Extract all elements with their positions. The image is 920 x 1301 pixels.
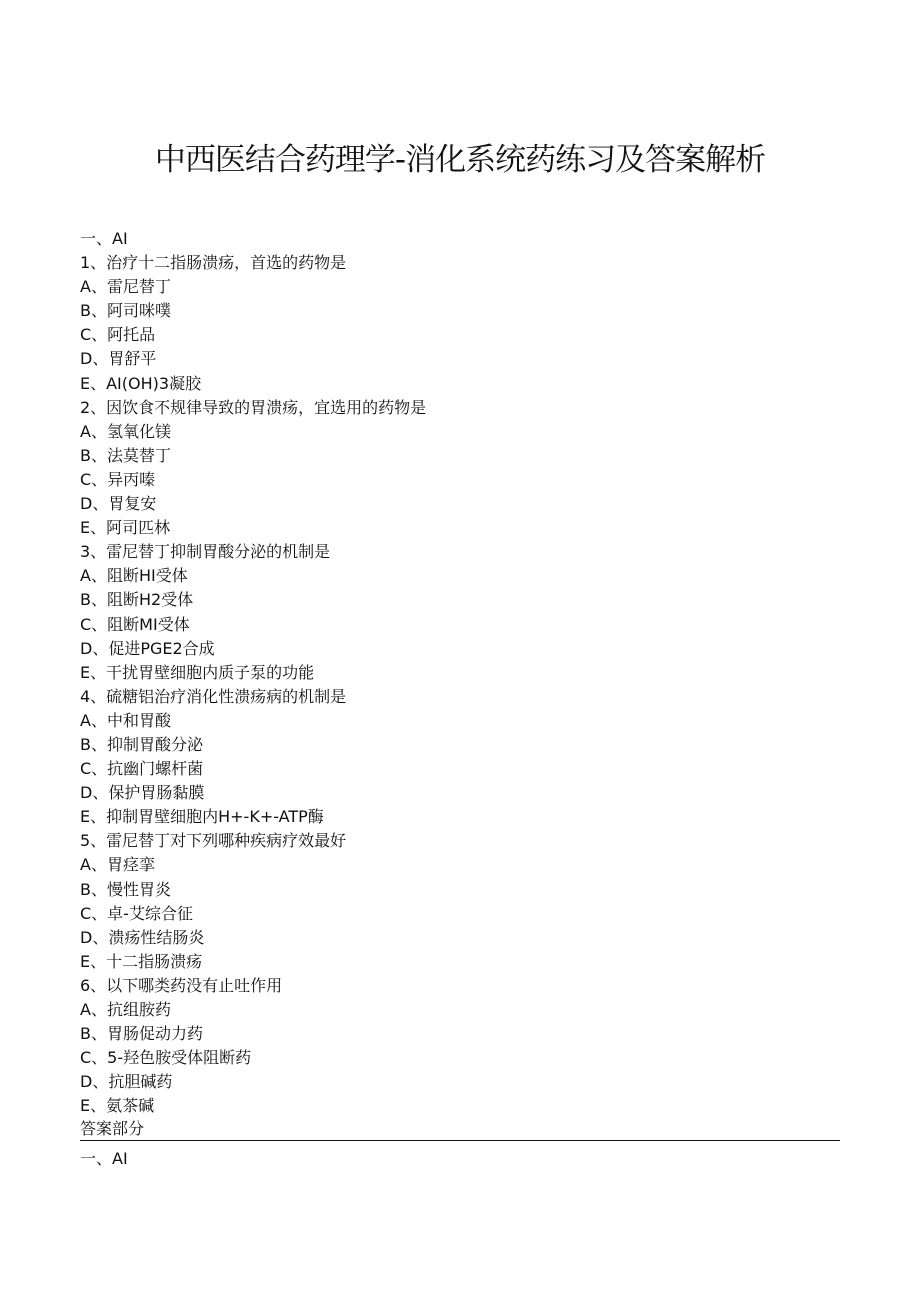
option-line: D、抗胆碱药 <box>80 1072 173 1092</box>
option-line: E、阿司匹林 <box>80 518 171 538</box>
question-list <box>80 251 840 1118</box>
option-line: C、异丙嗪 <box>80 469 156 489</box>
option-line: B、阿司咪噗 <box>80 301 171 321</box>
option-line: C、抗幽门螺杆菌 <box>80 759 204 779</box>
option-line: B、阻断H2受体 <box>80 590 194 610</box>
option-line: D、胃舒平 <box>80 349 157 369</box>
question-line: 5、雷尼替丁对下列哪种疾病疗效最好 <box>80 831 347 851</box>
horizontal-divider <box>80 1140 840 1141</box>
option-line: E、抑制胃壁细胞内H+-K+-ATP酶 <box>80 807 324 827</box>
question-line: 6、以下哪类药没有止吐作用 <box>80 975 283 995</box>
option-line: C、阻断MI受体 <box>80 614 190 634</box>
question-line: 3、雷尼替丁抑制胃酸分泌的机制是 <box>80 542 331 562</box>
option-line: A、雷尼替丁 <box>80 277 171 297</box>
document-body <box>80 227 840 1172</box>
option-line: B、抑制胃酸分泌 <box>80 734 203 754</box>
option-line: E、AI(OH)3凝胶 <box>80 373 202 393</box>
option-line: D、溃疡性结肠炎 <box>80 927 205 947</box>
question-line: 4、硫糖铝治疗消化性溃疡病的机制是 <box>80 686 347 706</box>
option-line: B、慢性胃炎 <box>80 879 171 899</box>
option-line: A、抗组胺药 <box>80 1000 171 1019</box>
question-line: 2、因饮食不规律导致的胃溃疡，宜选用的药物是 <box>80 397 427 417</box>
option-line: B、法莫替丁 <box>80 445 171 465</box>
option-line: E、十二指肠溃疡 <box>80 951 203 971</box>
option-line: A、胃痉挛 <box>80 855 155 875</box>
option-line: C、阿托品 <box>80 325 156 345</box>
option-line: A、氢氧化镁 <box>80 421 171 441</box>
option-line: D、胃复安 <box>80 494 157 514</box>
option-line: D、保护胃肠黏膜 <box>80 783 205 803</box>
question-line: 1、治疗十二指肠溃疡，首选的药物是 <box>80 253 347 273</box>
option-line: D、促进PGE2合成 <box>80 638 215 658</box>
option-line: E、干扰胃壁细胞内质子泵的功能 <box>80 662 315 682</box>
option-line: A、中和胃酸 <box>80 710 171 730</box>
option-line: C、卓-艾综合征 <box>80 903 193 923</box>
answer-section-heading: 答案部分 <box>80 1119 145 1139</box>
option-line: B、胃肠促动力药 <box>80 1024 203 1044</box>
section-heading: 一、AI <box>80 229 128 248</box>
option-line: A、阻断HI受体 <box>80 566 188 586</box>
document-title: 中西医结合药理学-消化系统药练习及答案解析 <box>154 142 766 178</box>
answer-subheading: 一、AI <box>80 1149 128 1169</box>
option-line: E、氨茶碱 <box>80 1096 155 1116</box>
option-line: C、5-羟色胺受体阻断药 <box>80 1048 252 1068</box>
